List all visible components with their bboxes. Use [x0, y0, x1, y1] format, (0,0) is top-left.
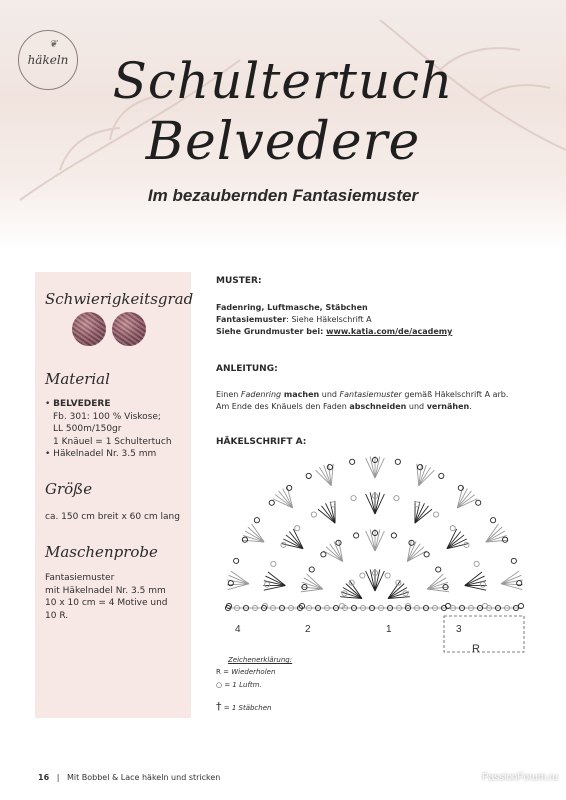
- repeat-symbol: R: [216, 668, 221, 676]
- gauge-heading: Maschenprobe: [45, 543, 158, 561]
- chain-stitch: [254, 518, 259, 523]
- chain-stitch: [418, 465, 423, 470]
- stitch-fan: [273, 487, 293, 508]
- gauge-line: mit Häkelnadel Nr. 3.5 mm: [45, 585, 166, 596]
- difficulty-heading: Schwierigkeitsgrad: [45, 290, 194, 308]
- stitch-fan: [447, 529, 468, 549]
- chain-stitch: [436, 567, 441, 572]
- anleitung-text: [216, 389, 508, 413]
- chain-stitch: [360, 573, 365, 578]
- row-number-1: 1: [386, 624, 392, 635]
- chain-stitch: [271, 561, 276, 566]
- chain-stitch: [391, 533, 396, 538]
- legend-heading: Zeichenerklärung:: [228, 656, 293, 664]
- chain-stitch: [424, 552, 429, 557]
- footer-text: Mit Bobbel & Lace häkeln und stricken: [66, 773, 221, 782]
- chain-stitch: [491, 518, 496, 523]
- gauge-line: 10 R.: [45, 610, 69, 621]
- stitch-fan: [417, 464, 435, 486]
- chain-stitch: [349, 580, 354, 585]
- gauge-text: [45, 572, 168, 622]
- text-run: abschneiden: [349, 402, 407, 411]
- text-run: vernähen: [426, 402, 470, 411]
- chart-heading: HÄKELSCHRIFT A:: [216, 437, 307, 447]
- chain-symbol-icon: ○: [216, 681, 223, 689]
- chain-stitch: [476, 500, 481, 505]
- chain-stitch: [395, 459, 400, 464]
- stitch-fan: [242, 524, 264, 542]
- material-list: • BELVEDERE Fb. 301: 100 % Viskose; LL 500m/150gr 1 Knäuel = 1 Schultertuch • Häkelnadel Nr. 3.5 mm: [45, 399, 172, 459]
- chain-stitch: [434, 512, 439, 517]
- crochet-chart: [210, 448, 540, 658]
- text-run: machen: [281, 390, 320, 399]
- size-text: ca. 150 cm breit x 60 cm lang: [45, 512, 180, 522]
- legend-item: [216, 700, 271, 713]
- legend-text: = Wiederholen: [223, 668, 276, 676]
- legend-text: = 1 Luftm.: [224, 681, 262, 689]
- chain-stitch: [327, 465, 332, 470]
- legend-text: = 1 Stäbchen: [223, 704, 272, 712]
- muster-line-1: Fadenring, Luftmasche, Stäbchen: [216, 303, 368, 312]
- subtitle: Im bezaubernden Fantasiemuster: [147, 186, 419, 205]
- stitch-fan: [316, 464, 334, 486]
- footer-separator: |: [56, 773, 60, 782]
- title-line-2: Belvedere: [145, 112, 421, 172]
- stitch-fan: [366, 529, 385, 551]
- academy-link[interactable]: www.katia.com/de/academy: [326, 327, 453, 336]
- stitch-fan: [323, 540, 342, 562]
- material-name: BELVEDERE: [53, 399, 111, 409]
- stitch-fans: [227, 456, 523, 608]
- yarn-ball-icon: [112, 312, 146, 346]
- chain-stitch: [234, 558, 239, 563]
- chain-stitch: [511, 558, 516, 563]
- text-run: Fantasiemuster: [339, 390, 402, 399]
- chain-stitch: [450, 526, 455, 531]
- stitch-fan: [301, 574, 323, 592]
- double-crochet-symbol-icon: †: [216, 700, 222, 713]
- chain-stitch: [295, 526, 300, 531]
- stitch-fan: [366, 492, 385, 514]
- chain-stitch: [394, 496, 399, 501]
- text-run: Fadenring: [240, 390, 282, 399]
- footer: [38, 773, 220, 782]
- stitch-fan: [486, 524, 508, 542]
- badge-label: häkeln: [27, 53, 69, 67]
- chain-stitch: [439, 473, 444, 478]
- chain-stitch: [502, 537, 507, 542]
- muster-text: [216, 302, 452, 338]
- muster-line-3-label: Siehe Grundmuster bei:: [216, 327, 327, 336]
- chain-stitch: [269, 500, 274, 505]
- repeat-label: R: [472, 643, 480, 655]
- text-run: .: [469, 402, 472, 411]
- watermark: PassionForum.ru: [481, 772, 558, 783]
- chain-stitch: [306, 473, 311, 478]
- material-heading: Material: [45, 370, 110, 388]
- text-run: gemäß Häkelschrift A arb.: [401, 390, 509, 399]
- chain-stitch: [474, 561, 479, 566]
- chain-stitch: [385, 573, 390, 578]
- text-run: Einen: [216, 390, 241, 399]
- row-number-4: 4: [235, 624, 241, 635]
- chain-stitch: [351, 496, 356, 501]
- anleitung-heading: ANLEITUNG:: [216, 364, 278, 374]
- chain-stitch: [396, 580, 401, 585]
- chain-stitch: [242, 537, 247, 542]
- row-number-2: 2: [305, 624, 311, 635]
- yarn-ball-icon: [72, 312, 106, 346]
- stitch-fan: [427, 574, 449, 592]
- size-heading: Größe: [45, 480, 93, 498]
- material-line: 1 Knäuel = 1 Schultertuch: [53, 436, 172, 447]
- text-run: und: [319, 390, 340, 399]
- stitch-fan: [282, 529, 303, 549]
- chain-stitch: [311, 512, 316, 517]
- chain-stitch: [480, 582, 485, 587]
- muster-heading: MUSTER:: [216, 276, 262, 286]
- gauge-line: 10 x 10 cm = 4 Motive und: [45, 598, 168, 608]
- stitch-fan: [407, 540, 426, 562]
- material-line: Fb. 301: 100 % Viskose;: [53, 411, 161, 422]
- muster-line-2-text: : Siehe Häkelschrift A: [286, 315, 372, 324]
- chain-stitch: [354, 533, 359, 538]
- stitch-fan: [457, 487, 477, 508]
- title-line-1: Schultertuch: [112, 52, 454, 110]
- legend-item: [216, 668, 275, 676]
- muster-line-2-label: Fantasiemuster: [216, 315, 287, 324]
- stitch-fan: [366, 569, 385, 591]
- needle-text: Häkelnadel Nr. 3.5 mm: [53, 449, 157, 459]
- leaf-icon: ❦: [49, 39, 58, 50]
- gauge-line: Fantasiemuster: [45, 573, 115, 583]
- page-number: 16: [38, 773, 50, 782]
- chain-stitch: [321, 552, 326, 557]
- stitch-fan: [366, 456, 385, 478]
- chain-stitch: [265, 582, 270, 587]
- stitch-fan: [415, 501, 432, 523]
- row-number-3: 3: [456, 624, 462, 635]
- stitch-fan: [318, 501, 335, 523]
- text-run: Am Ende des Knäuels den Faden: [216, 402, 350, 411]
- text-run: und: [406, 402, 427, 411]
- chain-stitch: [350, 459, 355, 464]
- chain-stitch: [309, 567, 314, 572]
- material-line: LL 500m/150gr: [53, 424, 122, 434]
- legend-item: [216, 681, 262, 689]
